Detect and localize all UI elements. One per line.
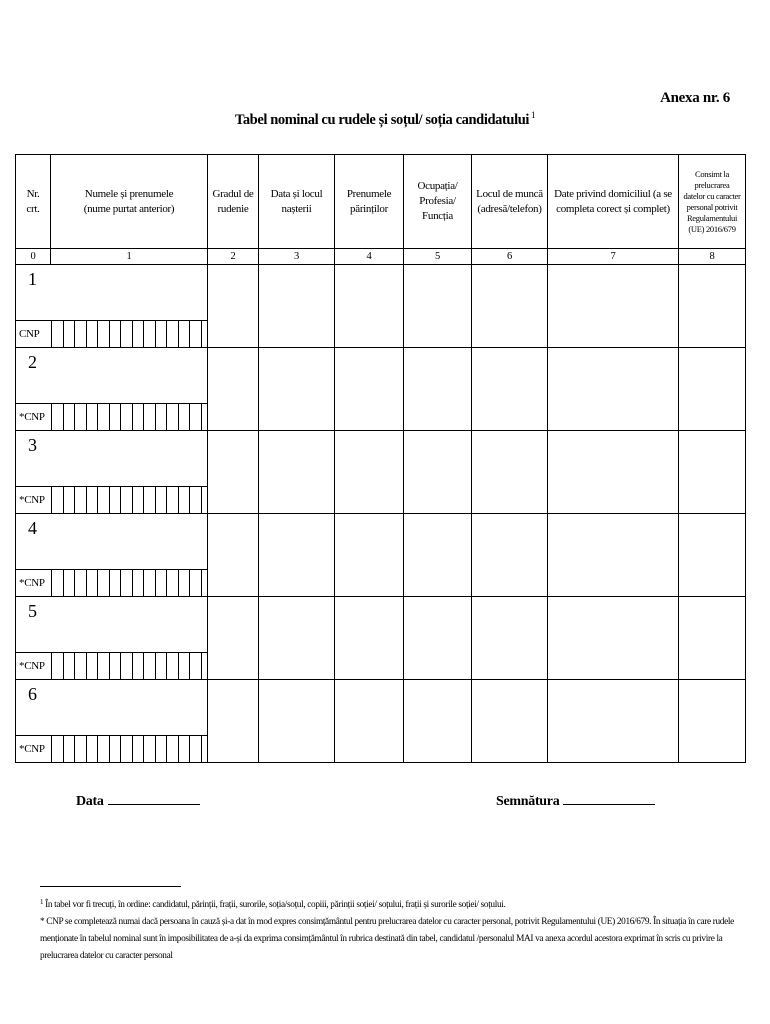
- cnp-digit-box[interactable]: [52, 653, 64, 679]
- cnp-digit-box[interactable]: [75, 736, 87, 762]
- cnp-digit-box[interactable]: [52, 570, 64, 596]
- workplace-cell[interactable]: [472, 348, 548, 431]
- cnp-digit-box[interactable]: [109, 570, 121, 596]
- col-index: 1: [51, 249, 208, 265]
- cnp-digit-box[interactable]: [63, 653, 75, 679]
- workplace-cell[interactable]: [472, 597, 548, 680]
- cnp-digit-box[interactable]: [75, 321, 87, 347]
- cnp-digit-box[interactable]: [52, 736, 64, 762]
- birth-cell[interactable]: [259, 265, 335, 348]
- col-index: 8: [679, 249, 746, 265]
- domicile-cell[interactable]: [548, 680, 679, 763]
- row-number: 4: [28, 518, 37, 538]
- row-number: 2: [28, 352, 37, 372]
- kinship-cell[interactable]: [208, 597, 259, 680]
- cnp-digit-box[interactable]: [86, 736, 98, 762]
- cnp-digit-box[interactable]: [132, 404, 144, 430]
- date-label: Data: [76, 794, 104, 809]
- cnp-digit-box[interactable]: [132, 487, 144, 513]
- parents-cell[interactable]: [335, 597, 404, 680]
- cnp-digit-box[interactable]: [52, 321, 64, 347]
- cnp-digit-box[interactable]: [86, 321, 98, 347]
- kinship-cell[interactable]: [208, 348, 259, 431]
- workplace-cell[interactable]: [472, 265, 548, 348]
- cnp-digit-box[interactable]: [86, 487, 98, 513]
- parents-cell[interactable]: [335, 265, 404, 348]
- table-row: [16, 680, 746, 736]
- birth-cell[interactable]: [259, 514, 335, 597]
- cnp-label: CNP: [19, 328, 40, 340]
- cnp-digit-box[interactable]: [144, 736, 156, 762]
- annex-number: Anexa nr. 6: [660, 90, 730, 106]
- domicile-cell[interactable]: [548, 514, 679, 597]
- cnp-digit-box[interactable]: [63, 404, 75, 430]
- cnp-digit-box[interactable]: [178, 736, 190, 762]
- cnp-digit-box[interactable]: [155, 570, 167, 596]
- cnp-field[interactable]: [16, 736, 208, 763]
- cnp-label: *CNP: [19, 743, 45, 755]
- col-index: 6: [472, 249, 548, 265]
- row-number-cell[interactable]: [16, 680, 208, 736]
- cnp-digit-box[interactable]: [190, 736, 202, 762]
- cnp-digit-box[interactable]: [109, 321, 121, 347]
- title-text: Tabel nominal cu rudele și soțul/ soția candidatului: [234, 112, 529, 128]
- document-title: [0, 110, 770, 129]
- col-header-domicile: Date privind domiciliul (a se completa corect și complet): [548, 155, 679, 249]
- cnp-digit-box[interactable]: [63, 321, 75, 347]
- col-header-parents: Prenumele părinților: [335, 155, 404, 249]
- cnp-label: *CNP: [19, 411, 45, 423]
- cnp-digit-box[interactable]: [86, 404, 98, 430]
- domicile-cell[interactable]: [548, 431, 679, 514]
- cnp-digit-box[interactable]: [178, 487, 190, 513]
- signature-line[interactable]: [563, 790, 655, 805]
- parents-cell[interactable]: [335, 680, 404, 763]
- cnp-field[interactable]: [16, 404, 208, 431]
- table-row: [16, 597, 746, 653]
- cnp-digit-box[interactable]: [155, 321, 167, 347]
- cnp-digit-box[interactable]: [144, 487, 156, 513]
- cnp-digit-box[interactable]: [167, 653, 179, 679]
- cnp-digit-box[interactable]: [86, 653, 98, 679]
- domicile-cell[interactable]: [548, 348, 679, 431]
- cnp-digit-box[interactable]: [121, 570, 133, 596]
- cnp-digit-box[interactable]: [132, 653, 144, 679]
- col-header-kinship: Gradul de rudenie: [208, 155, 259, 249]
- table-row: [16, 348, 746, 404]
- consent-cell[interactable]: [679, 597, 746, 680]
- kinship-cell[interactable]: [208, 431, 259, 514]
- birth-cell[interactable]: [259, 348, 335, 431]
- consent-cell[interactable]: [679, 348, 746, 431]
- cnp-label: *CNP: [19, 494, 45, 506]
- date-field[interactable]: [76, 790, 200, 810]
- cnp-spacer: [202, 736, 208, 762]
- cnp-digit-box[interactable]: [178, 570, 190, 596]
- cnp-spacer: [202, 570, 208, 596]
- table-row: [16, 431, 746, 487]
- consent-cell[interactable]: [679, 431, 746, 514]
- row-number: 6: [28, 684, 37, 704]
- footnotes: [40, 894, 745, 965]
- cnp-digit-box[interactable]: [63, 487, 75, 513]
- kinship-cell[interactable]: [208, 514, 259, 597]
- cnp-digit-box[interactable]: [52, 404, 64, 430]
- parents-cell[interactable]: [335, 348, 404, 431]
- cnp-digit-box[interactable]: [109, 487, 121, 513]
- row-number-cell[interactable]: [16, 348, 208, 404]
- cnp-digit-box[interactable]: [155, 404, 167, 430]
- col-header-consent: Consimt la prelucrarea datelor cu caracter personal potrivit Regulamentului (UE) 2016/679: [679, 155, 746, 249]
- cnp-digit-box[interactable]: [75, 404, 87, 430]
- cnp-digit-box[interactable]: [98, 487, 110, 513]
- domicile-cell[interactable]: [548, 265, 679, 348]
- signature-label: Semnătura: [496, 794, 560, 809]
- cnp-field[interactable]: [16, 321, 208, 348]
- col-index: 3: [259, 249, 335, 265]
- footnote-2: * CNP se completează numai dacă persoana în cauză și-a dat în mod expres consimțământul pentru prelucrarea datelor cu caracter personal, potrivit Regulamentului (UE) 2016/679. În situația în care rudele menționate în tabelul nominal sunt în imposibilitatea de a-și da exprima consimțământul în rubrica destinată din tabel, candidatul /personalul MAI va anexa acordul acestora exprimat în scris cu privire la prelucrarea datelor cu caracter personal: [40, 917, 734, 961]
- cnp-digit-box[interactable]: [178, 404, 190, 430]
- cnp-label: *CNP: [19, 660, 45, 672]
- cnp-digit-box[interactable]: [121, 321, 133, 347]
- occupation-cell[interactable]: [404, 431, 472, 514]
- kinship-cell[interactable]: [208, 680, 259, 763]
- workplace-cell[interactable]: [472, 431, 548, 514]
- cnp-field[interactable]: [16, 487, 208, 514]
- row-number: 5: [28, 601, 37, 621]
- cnp-digit-box[interactable]: [167, 736, 179, 762]
- row-number-cell[interactable]: [16, 597, 208, 653]
- consent-cell[interactable]: [679, 265, 746, 348]
- col-index: 7: [548, 249, 679, 265]
- cnp-digit-box[interactable]: [75, 653, 87, 679]
- cnp-digit-box[interactable]: [155, 736, 167, 762]
- cnp-spacer: [202, 321, 208, 347]
- kinship-cell[interactable]: [208, 265, 259, 348]
- cnp-digit-box[interactable]: [98, 736, 110, 762]
- row-number-cell[interactable]: [16, 514, 208, 570]
- cnp-digit-box[interactable]: [190, 487, 202, 513]
- title-footnote-ref: 1: [531, 110, 536, 120]
- cnp-digit-box[interactable]: [144, 653, 156, 679]
- cnp-digit-box[interactable]: [178, 321, 190, 347]
- cnp-digit-box[interactable]: [155, 487, 167, 513]
- cnp-digit-box[interactable]: [190, 321, 202, 347]
- cnp-digit-box[interactable]: [98, 570, 110, 596]
- consent-cell[interactable]: [679, 514, 746, 597]
- cnp-digit-box[interactable]: [98, 404, 110, 430]
- relatives-table: [15, 154, 746, 763]
- workplace-cell[interactable]: [472, 514, 548, 597]
- cnp-digit-box[interactable]: [132, 321, 144, 347]
- cnp-digit-box[interactable]: [144, 404, 156, 430]
- footnote-1: $^1$ În tabel vor fi trecuți, în ordine: candidatul, părinții, frații, surorile, soția/soțul, copiii, părinții soției/ soțului, frații și surorile soției/ soțului.: [40, 898, 506, 910]
- cnp-spacer: [202, 487, 208, 513]
- col-header-nr: Nr. crt.: [16, 155, 51, 249]
- birth-cell[interactable]: [259, 431, 335, 514]
- occupation-cell[interactable]: [404, 514, 472, 597]
- cnp-digit-box[interactable]: [121, 404, 133, 430]
- parents-cell[interactable]: [335, 431, 404, 514]
- cnp-digit-box[interactable]: [144, 321, 156, 347]
- cnp-digit-box[interactable]: [63, 570, 75, 596]
- occupation-cell[interactable]: [404, 265, 472, 348]
- cnp-digit-box[interactable]: [75, 487, 87, 513]
- consent-cell[interactable]: [679, 680, 746, 763]
- cnp-digit-box[interactable]: [167, 404, 179, 430]
- signature-field[interactable]: [496, 790, 655, 810]
- col-header-birth: Data și locul nașterii: [259, 155, 335, 249]
- occupation-cell[interactable]: [404, 597, 472, 680]
- birth-cell[interactable]: [259, 680, 335, 763]
- cnp-digit-box[interactable]: [167, 570, 179, 596]
- table-row: [16, 265, 746, 321]
- cnp-spacer: [202, 653, 208, 679]
- parents-cell[interactable]: [335, 514, 404, 597]
- cnp-digit-box[interactable]: [121, 736, 133, 762]
- cnp-digit-box[interactable]: [144, 570, 156, 596]
- row-number-cell[interactable]: [16, 431, 208, 487]
- cnp-digit-box[interactable]: [167, 487, 179, 513]
- cnp-label: *CNP: [19, 577, 45, 589]
- footnote-divider: [40, 886, 181, 887]
- cnp-digit-box[interactable]: [98, 321, 110, 347]
- workplace-cell[interactable]: [472, 680, 548, 763]
- cnp-digit-box[interactable]: [109, 404, 121, 430]
- domicile-cell[interactable]: [548, 597, 679, 680]
- cnp-digit-box[interactable]: [190, 653, 202, 679]
- table-header-row: [16, 155, 746, 249]
- cnp-digit-box[interactable]: [52, 487, 64, 513]
- cnp-digit-box[interactable]: [132, 736, 144, 762]
- date-line[interactable]: [108, 790, 200, 805]
- cnp-digit-box[interactable]: [121, 487, 133, 513]
- col-index: 4: [335, 249, 404, 265]
- cnp-field[interactable]: [16, 570, 208, 597]
- cnp-digit-box[interactable]: [63, 736, 75, 762]
- cnp-digit-box[interactable]: [86, 570, 98, 596]
- cnp-digit-box[interactable]: [121, 653, 133, 679]
- occupation-cell[interactable]: [404, 680, 472, 763]
- cnp-digit-box[interactable]: [155, 653, 167, 679]
- col-header-workplace: Locul de muncă (adresă/telefon): [472, 155, 548, 249]
- cnp-digit-box[interactable]: [109, 736, 121, 762]
- col-index: 5: [404, 249, 472, 265]
- cnp-spacer: [202, 404, 208, 430]
- cnp-digit-box[interactable]: [132, 570, 144, 596]
- occupation-cell[interactable]: [404, 348, 472, 431]
- row-number: 3: [28, 435, 37, 455]
- cnp-digit-box[interactable]: [190, 570, 202, 596]
- row-number: 1: [28, 269, 37, 289]
- cnp-digit-box[interactable]: [75, 570, 87, 596]
- col-header-occupation: Ocupația/ Profesia/ Funcția: [404, 155, 472, 249]
- cnp-digit-box[interactable]: [178, 653, 190, 679]
- cnp-digit-box[interactable]: [167, 321, 179, 347]
- row-number-cell[interactable]: [16, 265, 208, 321]
- col-index: 2: [208, 249, 259, 265]
- column-index-row: [16, 249, 746, 265]
- col-index: 0: [16, 249, 51, 265]
- cnp-digit-box[interactable]: [190, 404, 202, 430]
- cnp-digit-box[interactable]: [98, 653, 110, 679]
- birth-cell[interactable]: [259, 597, 335, 680]
- cnp-field[interactable]: [16, 653, 208, 680]
- col-header-name: Numele și prenumele (nume purtat anterior): [51, 155, 208, 249]
- cnp-digit-box[interactable]: [109, 653, 121, 679]
- table-row: [16, 514, 746, 570]
